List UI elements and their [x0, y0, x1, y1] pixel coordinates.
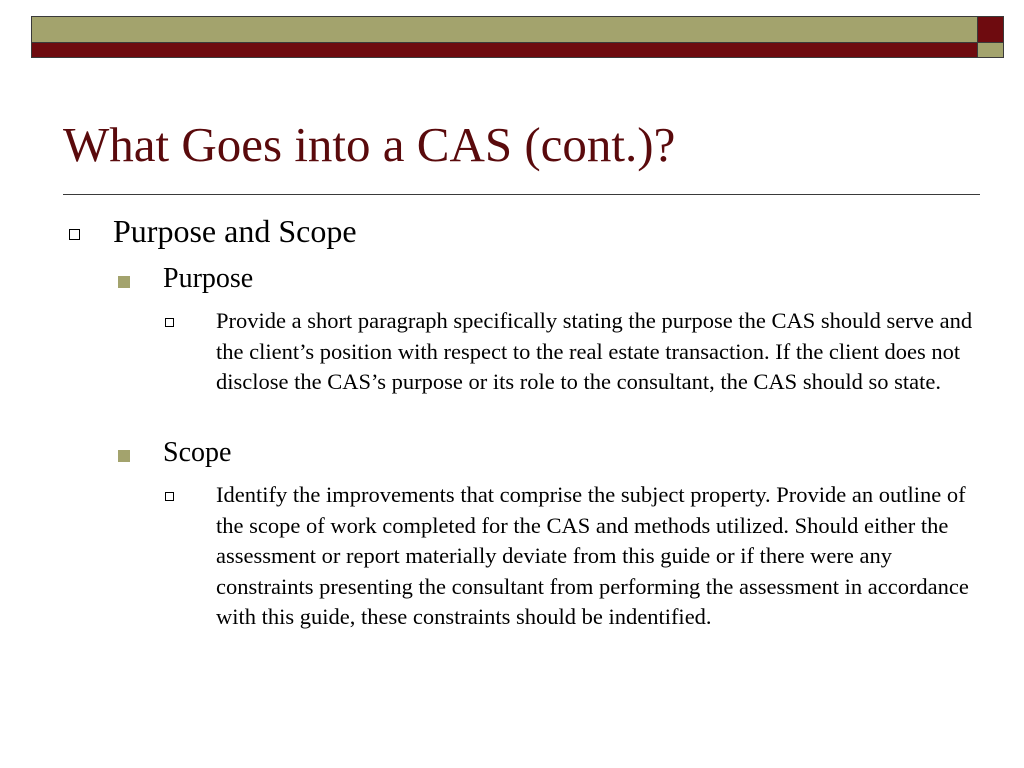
purpose-description: Provide a short paragraph specifically stating the purpose the CAS should serve and the client’s position with respect to the real estate transaction. If the client does not disclose the CAS’s purpose or its role to the consultant, the CAS should so state.: [216, 308, 973, 394]
header-band-maroon: [31, 43, 978, 58]
header-corner-square-olive: [978, 43, 1004, 58]
bullet-scope: Scope: [163, 437, 232, 468]
hollow-square-bullet-icon: [165, 492, 174, 501]
solid-square-bullet-icon: [118, 450, 130, 462]
title-divider: [63, 194, 980, 195]
scope-description: Identify the improvements that comprise the subject property. Provide an outline of the scope of work completed for the CAS and methods utilized. Should either the assessment or report materially deviate from this guide or if there were any constraints presenting the consultant from performing the assessment in accordance with this guide, these constraints should be indentified.: [216, 482, 969, 629]
header-band-olive: [31, 16, 978, 43]
bullet-purpose-and-scope: Purpose and Scope: [113, 213, 357, 249]
header-corner-square-maroon: [978, 16, 1004, 43]
slide-title: What Goes into a CAS (cont.)?: [63, 117, 676, 172]
hollow-square-bullet-icon: [69, 229, 80, 240]
hollow-square-bullet-icon: [165, 318, 174, 327]
bullet-purpose: Purpose: [163, 263, 254, 294]
solid-square-bullet-icon: [118, 276, 130, 288]
